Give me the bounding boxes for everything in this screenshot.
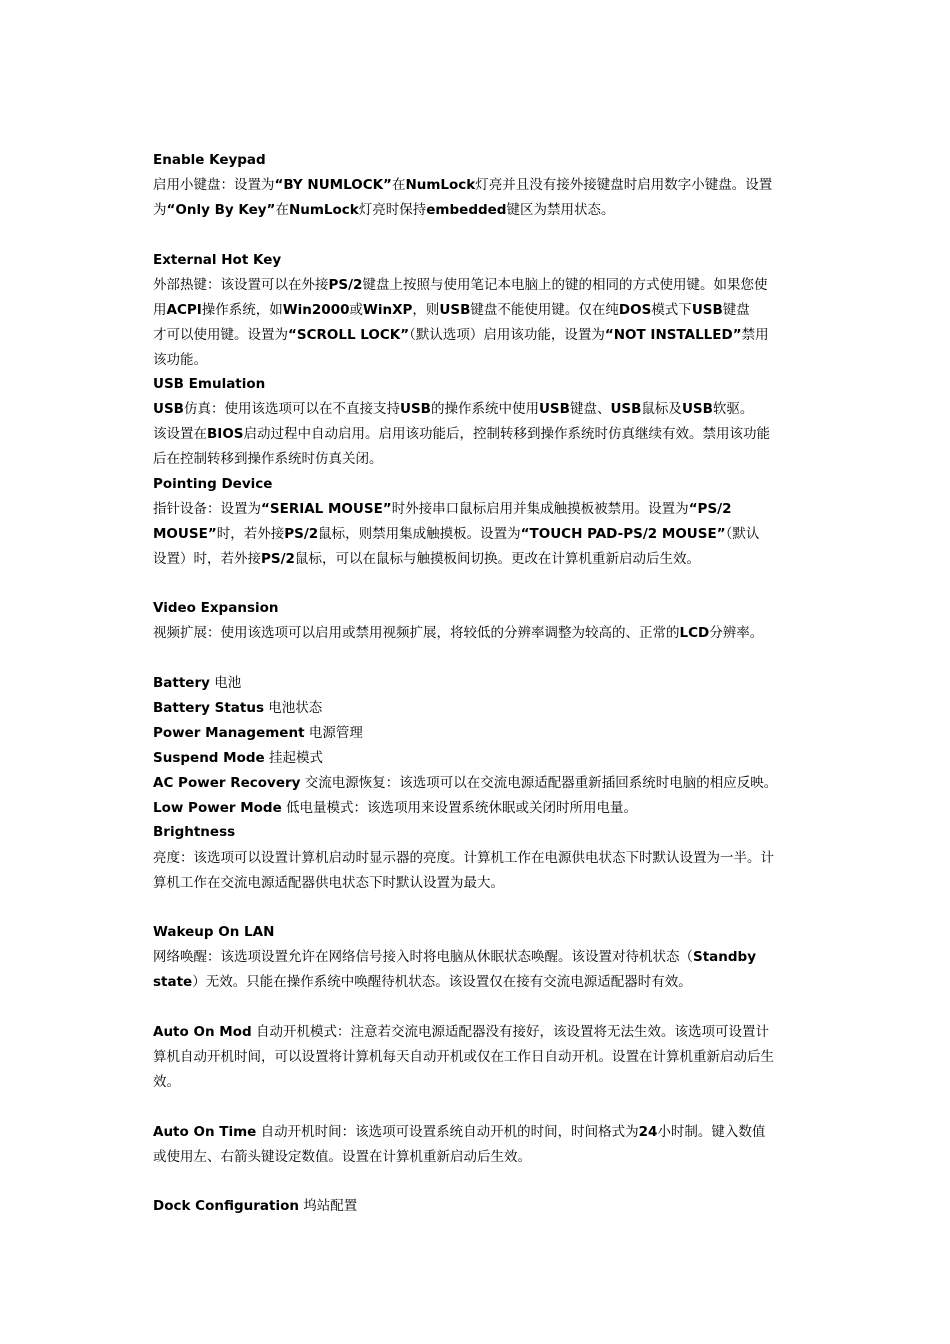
bold-text: DOS [618, 302, 652, 318]
body-text: （默认 [725, 526, 760, 542]
body-text: 后在控制转移到操作系统时仿真关闭。 [153, 451, 383, 467]
text-line [153, 522, 833, 547]
section-heading [153, 920, 833, 945]
body-text: 键盘不能使用键。仅在纯 [470, 302, 619, 318]
text-line [153, 696, 833, 721]
body-text: ，则 [412, 302, 440, 318]
bold-text: 24 [638, 1124, 658, 1140]
text-line [153, 945, 833, 970]
section-heading [153, 472, 833, 497]
body-text: 仿真：使用该选项可以在不直接支持 [183, 401, 400, 417]
body-text: 电源管理 [304, 725, 363, 741]
body-text: 设置）时，若外接 [153, 551, 261, 567]
body-text: 指针设备：设置为 [153, 501, 261, 517]
body-text: 为 [153, 202, 167, 218]
body-text: 网络唤醒：该选项设置允许在网络信号接入时将电脑从休眠状态唤醒。该设置对待机状态（ [153, 949, 693, 965]
body-text: 小时制。键入数值 [657, 1124, 766, 1140]
bold-text: state [153, 974, 193, 990]
text-line [153, 1020, 833, 1045]
bold-text: AC Power Recovery [153, 775, 301, 791]
text-line [153, 497, 833, 522]
text-line [153, 323, 833, 348]
bold-text: Brightness [153, 824, 236, 840]
bold-text: NumLock [405, 177, 476, 193]
bold-text: USB [681, 401, 713, 417]
text-line [153, 198, 833, 223]
body-text: 挂起模式 [264, 750, 323, 766]
bold-text: USB [538, 401, 570, 417]
body-text: 灯亮并且没有接外接键盘时启用数字小键盘。设置 [475, 177, 773, 193]
text-line [153, 871, 833, 896]
body-text: 键盘、 [569, 401, 611, 417]
body-text: 时外接串口鼠标启用并集成触摸板被禁用。设置为 [391, 501, 689, 517]
text-line [153, 746, 833, 771]
bold-text: LCD [679, 625, 710, 641]
body-text: ）无效。只能在操作系统中唤醒待机状态。该设置仅在接有交流电源适配器时有效。 [192, 974, 692, 990]
body-text: 启用小键盘：设置为 [153, 177, 275, 193]
body-text: 效。 [153, 1074, 180, 1090]
body-text: 自动开机时间：该选项可设置系统自动开机的时间，时间格式为 [256, 1124, 639, 1140]
body-text: 用 [153, 302, 167, 318]
body-text: 在 [275, 202, 289, 218]
bold-text: Power Management [153, 725, 305, 741]
bold-text: PS/2 [328, 277, 363, 293]
bold-text: Auto On Time [153, 1124, 257, 1140]
body-text: 电池状态 [264, 700, 323, 716]
body-text: 该设置在 [153, 426, 207, 442]
bold-text: “TOUCH PAD-PS/2 MOUSE” [520, 526, 726, 542]
bold-text: ACPI [166, 302, 202, 318]
bold-text: “BY NUMLOCK” [274, 177, 392, 193]
bold-text: MOUSE” [153, 526, 217, 542]
body-text: 坞站配置 [298, 1198, 358, 1214]
bold-text: BIOS [207, 426, 244, 442]
bold-text: Low Power Mode [153, 800, 282, 816]
bold-text: USB Emulation [153, 376, 266, 392]
text-line [153, 447, 833, 472]
body-text: 外部热键：该设置可以在外接 [153, 277, 329, 293]
bold-text: Video Expansion [153, 600, 279, 616]
body-text: 算机工作在交流电源适配器供电状态下时默认设置为最大。 [153, 875, 504, 891]
text-line [153, 547, 833, 572]
body-text: 分辨率。 [709, 625, 764, 641]
body-text: 键盘 [722, 302, 750, 318]
bold-text: “Only By Key” [166, 202, 276, 218]
section-heading [153, 148, 833, 173]
text-line [153, 846, 833, 871]
text-line [153, 1145, 833, 1170]
bold-text: Enable Keypad [153, 152, 266, 168]
bold-text: “SCROLL LOCK” [288, 327, 410, 343]
text-line [153, 422, 833, 447]
body-text: 鼠标及 [641, 401, 682, 417]
body-text: 键区为禁用状态。 [506, 202, 615, 218]
body-text: 才可以使用键。设置为 [153, 327, 288, 343]
body-text: 自动开机模式：注意若交流电源适配器没有接好，该设置将无法生效。该选项可设置计 [251, 1024, 769, 1040]
body-text: 视频扩展：使用该选项可以启用或禁用视频扩展，将较低的分辨率调整为较高的、正常的 [153, 625, 680, 641]
body-text: 时，若外接 [216, 526, 285, 542]
bold-text: PS/2 [284, 526, 319, 542]
bold-text: PS/2 [261, 551, 295, 567]
bold-text: USB [691, 302, 723, 318]
body-text: 低电量模式：该选项用来设置系统休眠或关闭时所用电量。 [281, 800, 638, 816]
bold-text: USB [439, 302, 471, 318]
body-text: 的操作系统中使用 [430, 401, 539, 417]
body-text: 在 [391, 177, 406, 193]
bold-text: USB [610, 401, 642, 417]
bold-text: Battery Status [153, 700, 265, 716]
section-heading [153, 248, 833, 273]
text-line [153, 1120, 833, 1145]
text-line [153, 1045, 833, 1070]
body-text: 灯亮时保持 [358, 202, 427, 218]
section-heading [153, 372, 833, 397]
text-line [153, 970, 833, 995]
text-line [153, 771, 833, 796]
text-line [153, 1194, 833, 1219]
body-text: 模式下 [651, 302, 692, 318]
body-text: 交流电源恢复：该选项可以在交流电源适配器重新插回系统时电脑的相应反映。 [300, 775, 778, 791]
section-heading [153, 820, 833, 845]
body-text: 或 [349, 302, 363, 318]
bold-text: Win2000 [282, 302, 350, 318]
bold-text: Pointing Device [153, 476, 273, 492]
bold-text: Dock Configuration [153, 1198, 299, 1214]
bold-text: Battery [153, 675, 210, 691]
text-line [153, 721, 833, 746]
bold-text: Wakeup On LAN [153, 924, 275, 940]
bold-text: USB [153, 401, 184, 417]
body-text: 亮度：该选项可以设置计算机启动时显示器的亮度。计算机工作在电源供电状态下时默认设置为一半。计 [153, 850, 774, 866]
body-text: 启动过程中自动启用。启用该功能后，控制转移到操作系统时仿真继续有效。禁用该功能 [243, 426, 771, 442]
text-line [153, 273, 833, 298]
text-line [153, 173, 833, 198]
body-text: 电池 [209, 675, 242, 691]
text-line [153, 621, 833, 646]
bold-text: Auto On Mod [153, 1024, 252, 1040]
body-text: 软驱。 [712, 401, 754, 417]
text-line [153, 671, 833, 696]
bold-text: embedded [426, 202, 507, 218]
body-text: 或使用左、右箭头键设定数值。设置在计算机重新启动后生效。 [153, 1149, 531, 1165]
text-line [153, 348, 833, 373]
body-text: 该功能。 [153, 352, 207, 368]
text-line [153, 298, 833, 323]
bold-text: “NOT INSTALLED” [604, 327, 742, 343]
body-text: 鼠标，可以在鼠标与触摸板间切换。更改在计算机重新启动后生效。 [294, 551, 700, 567]
body-text: 键盘上按照与使用笔记本电脑上的键的相同的方式使用键。如果您使 [362, 277, 768, 293]
bold-text: Suspend Mode [153, 750, 265, 766]
body-text: 算机自动开机时间，可以设置将计算机每天自动开机或仅在工作日自动开机。设置在计算机重新启动后生 [153, 1049, 774, 1065]
body-text: 禁用 [741, 327, 769, 343]
bold-text: USB [399, 401, 431, 417]
bold-text: “PS/2 [688, 501, 732, 517]
bold-text: Standby [693, 949, 757, 965]
body-text: 鼠标，则禁用集成触摸板。设置为 [318, 526, 521, 542]
bold-text: External Hot Key [153, 252, 282, 268]
bold-text: “SERIAL MOUSE” [261, 501, 392, 517]
bold-text: WinXP [362, 302, 413, 318]
text-line [153, 796, 833, 821]
section-heading [153, 596, 833, 621]
text-line [153, 397, 833, 422]
text-line [153, 1070, 833, 1095]
bold-text: NumLock [288, 202, 359, 218]
body-text: 操作系统，如 [201, 302, 283, 318]
body-text: （默认选项）启用该功能，设置为 [409, 327, 605, 343]
